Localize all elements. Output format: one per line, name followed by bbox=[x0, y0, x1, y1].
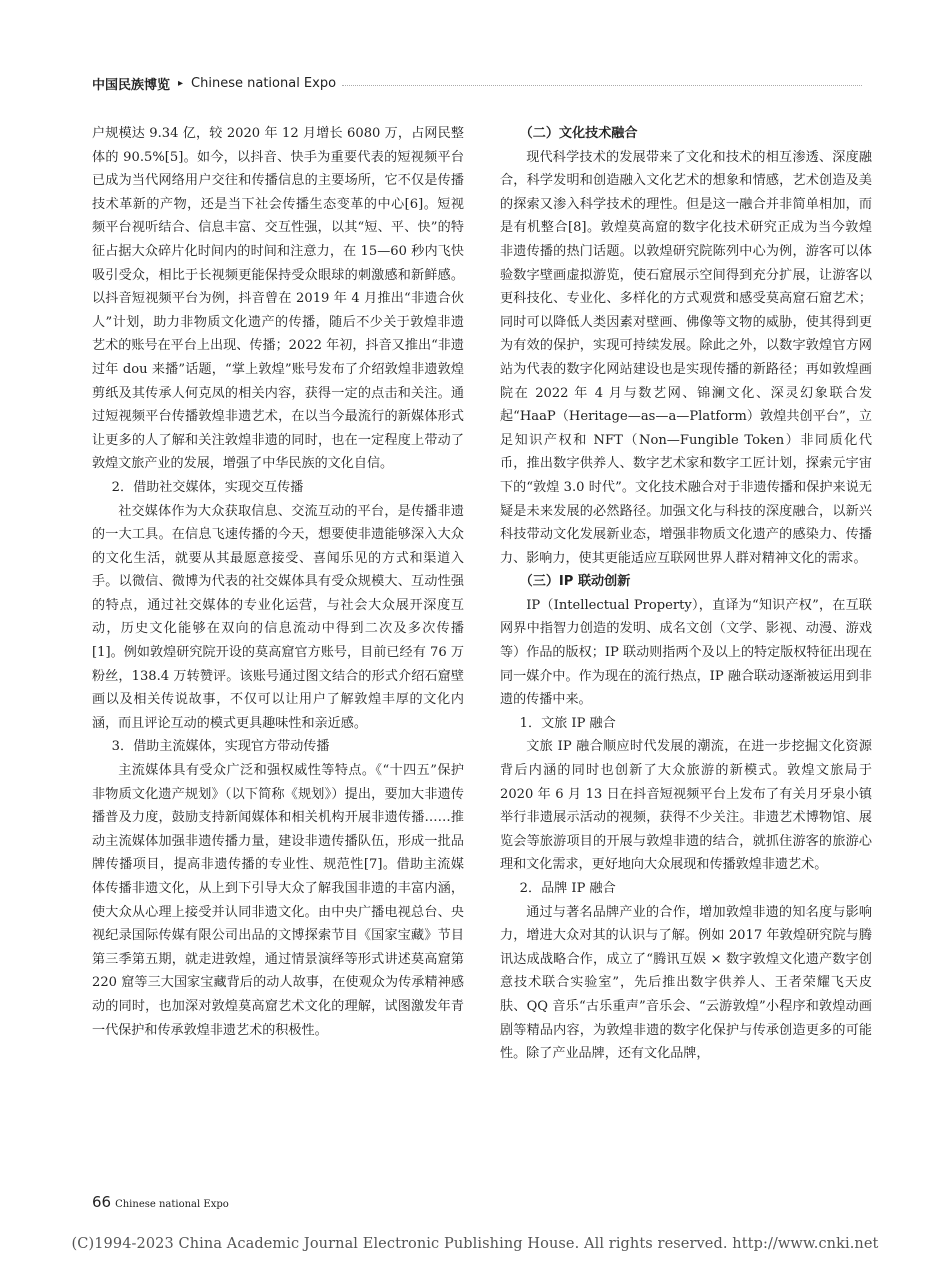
subheading: 2．品牌 IP 融合 bbox=[519, 881, 616, 896]
page-number: 66 bbox=[92, 1193, 112, 1211]
paragraph: 主流媒体具有受众广泛和强权威性等特点。《“十四五”保护非物质文化遗产规划》（以下简称《规划》）提出，要加大非遗传播普及力度，鼓励支持新闻媒体和相关机构开展非遗传播……推动主流媒体加强非遗传播力量，建设非遗传播队伍，形成一批品牌传播项目，提高非遗传播的专业性、规范性[7]。借助主流媒体传播非遗文化，从上到下引导大众了解我国非遗的丰富内涵，使大众从心理上接受并认同非遗文化。由中央广播电视总台、央视纪录国际传媒有限公司出品的文博探索节目《国家宝藏》节目第三季第五期，就走进敦煌，通过情景演绎等形式讲述莫高窟第 220 窟等三大国家宝藏背后的动人故事，在使观众为传承精神感动的同时，也加深对敦煌莫高窟艺术文化的理解，试图激发年青一代保护和传承敦煌非遗艺术的积极性。 bbox=[92, 763, 464, 1038]
section-heading: （三）IP 联动创新 bbox=[519, 574, 631, 590]
paragraph: 通过与著名品牌产业的合作，增加敦煌非遗的知名度与影响力，增进大众对其的认识与了解。例如 2017 年敦煌研究院与腾讯达成战略合作，成立了“腾讯互娱 × 数字敦煌文化遗产数字创意技术联合实验室”，先后推出数字供养人、王者荣耀飞天皮肤、QQ 音乐“古乐重声”音乐会、“云游敦煌”小程序和敦煌动画剧等精品内容，为敦煌非遗的数字化保护与传承创造更多的可能性。除了产业品牌，还有文化品牌， bbox=[500, 904, 872, 1062]
paragraph: 户规模达 9.34 亿，较 2020 年 12 月增长 6080 万，占网民整体的 90.5%[5]。如今，以抖音、快手为重要代表的短视频平台已成为当代网络用户交往和传播信息的主要场所，它不仅是传播技术革新的产物，还是当下社会传播生态变革的中心[6]。短视频平台视听结合、信息丰富、交互性强，以其“短、平、快”的特征占据大众碎片化时间内的时间和注意力，在 15—60 秒内飞快吸引受众，相比于长视频更能保持受众眼球的刺激感和新鲜感。以抖音短视频平台为例，抖音曾在 2019 年 4 月推出“非遗合伙人”计划，助力非物质文化遗产的传播，随后不少关于敦煌非遗艺术的账号在平台上出现、传播；2022 年初，抖音又推出“非遗过年 dou 来播”话题，“掌上敦煌”账号发布了介绍敦煌非遗敦煌剪纸及其传承人何克凤的相关内容，获得一定的点击和关注。通过短视频平台传播敦煌非遗艺术，在以当今最流行的新媒体形式让更多的人了解和关注敦煌非遗的同时，也在一定程度上带动了敦煌文旅产业的发展，增强了中华民族的文化自信。 bbox=[92, 126, 464, 472]
header-dotted-rule bbox=[342, 85, 862, 86]
subheading: 1．文旅 IP 融合 bbox=[519, 715, 616, 731]
paragraph: 文旅 IP 融合顺应时代发展的潮流，在进一步挖掘文化资源背后内涵的同时也创新了大众旅游的新模式。敦煌文旅局于 2020 年 6 月 13 日在抖音短视频平台上发布了有关月牙泉小镇举行非遗展示活动的视频，获得不少关注。非遗艺术博物馆、展览会等旅游项目的开展与敦煌非遗的结合，就抓住游客的旅游心理和文化需求，更好地向大众展现和传播敦煌非遗艺术。 bbox=[500, 739, 872, 873]
header-triangle-icon: ▸ bbox=[178, 77, 184, 89]
paragraph: 社交媒体作为大众获取信息、交流互动的平台，是传播非遗的一大工具。在信息飞速传播的今天，想要使非遗能够深入大众的文化生活，就要从其最愿意接受、喜闻乐见的方式和渠道入手。以微信、微博为代表的社交媒体具有受众规模大、互动性强的特点，通过社交媒体的专业化运营，与社会大众展开深度互动，历史文化能够在双向的信息流动中得到二次及多次传播[1]。例如敦煌研究院开设的莫高窟官方账号，目前已经有 76 万粉丝，138.4 万转赞评。该账号通过图文结合的形式介绍石窟壁画以及相关传说故事，不仅可以让用户了解敦煌丰厚的文化内涵，而且评论互动的模式更具趣味性和亲近感。 bbox=[92, 503, 464, 731]
running-header bbox=[92, 72, 862, 94]
paragraph: IP（Intellectual Property），直译为“知识产权”，在互联网界中指智力创造的发明、成名文创（文学、影视、动漫、游戏等）作品的版权；IP 联动则指两个及以上的特定版权特征出现在同一媒介中。作为现在的流行热点，IP 融合联动逐渐被运用到非遗的传播中来。 bbox=[500, 597, 872, 708]
journal-title-cn: 中国民族博览 bbox=[92, 77, 171, 93]
right-column bbox=[500, 122, 872, 1066]
left-column bbox=[92, 122, 464, 1042]
journal-title-en: Chinese national Expo bbox=[191, 75, 337, 91]
section-heading: （二）文化技术融合 bbox=[519, 126, 638, 141]
subheading: 2．借助社交媒体，实现交互传播 bbox=[111, 479, 304, 495]
copyright-notice: (C)1994-2023 China Academic Journal Electronic Publishing House. All rights reserved. http://www.cnki.net bbox=[71, 1236, 879, 1252]
footer-journal-name: Chinese national Expo bbox=[115, 1199, 229, 1210]
subheading: 3．借助主流媒体，实现官方带动传播 bbox=[111, 739, 330, 755]
page-footer bbox=[92, 1193, 229, 1211]
paragraph: 现代科学技术的发展带来了文化和技术的相互渗透、深度融合，科学发明和创造融入文化艺术的想象和情感，艺术创造及美的探索又渗入科学技术的理性。但是这一融合并非简单相加，而是有机整合[8]。敦煌莫高窟的数字化技术研究正成为当今敦煌非遗传播的热门话题。以敦煌研究院陈列中心为例，游客可以体验数字壁画虚拟游览，使石窟展示空间得到充分扩展，让游客以更科技化、专业化、多样化的方式观赏和感受莫高窟石窟艺术；同时可以降低人类因素对壁画、佛像等文物的威胁，使其得到更为有效的保护，实现可持续发展。除此之外，以数字敦煌官方网站为代表的数字化网站建设也是实现传播的新路径；再如敦煌画院在 2022 年 4 月与数艺网、锦澜文化、深灵幻象联合发起“HaaP（Heritage—as—a—Platform）敦煌共创平台”，立足知识产权和 NFT（Non—Fungible Token）非同质化代币，推出数字供养人、数字艺术家和数字工匠计划，探索元宇宙下的“敦煌 3.0 时代”。文化技术融合对于非遗传播和保护来说无疑是未来发展的必然路径。加强文化与科技的深度融合，以新兴科技带动文化发展新业态，增强非物质文化遗产的感染力、传播力、影响力，使其更能适应互联网世界人群对精神文化的需求。 bbox=[500, 149, 872, 566]
